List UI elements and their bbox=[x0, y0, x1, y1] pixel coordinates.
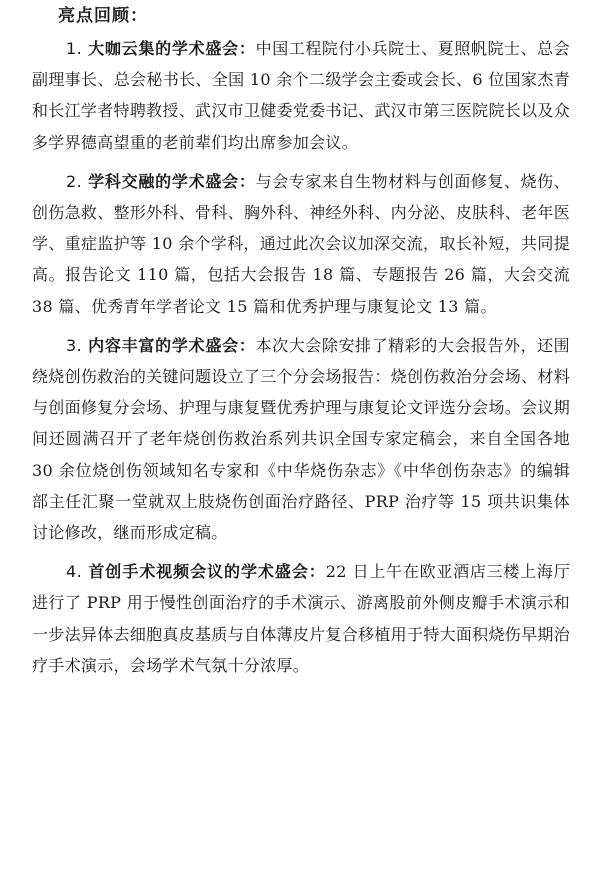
highlight-item-2-body: 与会专家来自生物材料与创面修复、烧伤、创伤急救、整形外科、骨科、胸外科、神经外科、内分泌、皮肤科、老年医学、重症监护等 10 余个学科，通过此次会议加深交流，取长补短，共同提高。报告论文 110 篇，包括大会报告 18 篇、专题报告 26 篇，大会交流 38 篇、优秀青年学者论文 15 篇和优秀护理与康复论文 13 篇。 bbox=[32, 171, 570, 316]
highlight-item-1-number: 1. bbox=[66, 39, 89, 58]
highlight-item-4-body: 22 日上午在欧亚酒店三楼上海厅进行了 PRP 用于慢性创面治疗的手术演示、游离股前外侧皮瓣手术演示和一步法异体去细胞真皮基质与自体薄皮片复合移植用于特大面积烧伤早期治疗手术演示，会场学术气氛十分浓厚。 bbox=[32, 562, 570, 675]
highlight-item-1-title bbox=[66, 39, 256, 58]
highlight-item-3 bbox=[32, 330, 570, 548]
highlight-item-1 bbox=[32, 33, 570, 158]
highlight-item-2-title bbox=[66, 172, 256, 191]
highlight-item-4-title bbox=[66, 562, 326, 581]
highlight-item-1-title-text: 大咖云集的学术盛会： bbox=[88, 39, 256, 58]
highlight-item-1-body: 中国工程院付小兵院士、夏照帆院士、总会副理事长、总会秘书长、全国 10 余个二级学会主委或会长、6 位国家杰青和长江学者特聘教授、武汉市卫健委党委书记、武汉市第三医院院长以及众多学界德高望重的老前辈们均出席参加会议。 bbox=[32, 39, 570, 152]
highlight-item-3-body: 本次大会除安排了精彩的大会报告外，还围绕烧创伤救治的关键问题设立了三个分会场报告：烧创伤救治分会场、材料与创面修复分会场、护理与康复暨优秀护理与康复论文评选分会场。会议期间还圆满召开了老年烧创伤救治系列共识全国专家定稿会，来自全国各地 30 余位烧创伤领域知名专家和《中华烧伤杂志》《中华创伤杂志》的编辑部主任汇聚一堂就双上肢烧伤创面治疗路径、PRP 治疗等 15 项共识集体讨论修改，继而形成定稿。 bbox=[32, 335, 570, 543]
highlight-item-4 bbox=[32, 556, 570, 681]
highlight-item-3-number: 3. bbox=[66, 335, 89, 355]
highlight-item-4-title-text: 首创手术视频会议的学术盛会： bbox=[88, 562, 326, 582]
highlight-item-2 bbox=[32, 166, 570, 322]
highlight-item-4-number: 4. bbox=[66, 562, 89, 582]
highlight-item-2-number: 2. bbox=[66, 171, 89, 191]
highlight-item-3-title bbox=[66, 336, 256, 355]
highlight-item-3-title-text: 内容丰富的学术盛会： bbox=[88, 335, 256, 355]
highlight-item-2-title-text: 学科交融的学术盛会： bbox=[88, 171, 256, 191]
highlights-heading: 亮点回顾： bbox=[58, 6, 148, 26]
